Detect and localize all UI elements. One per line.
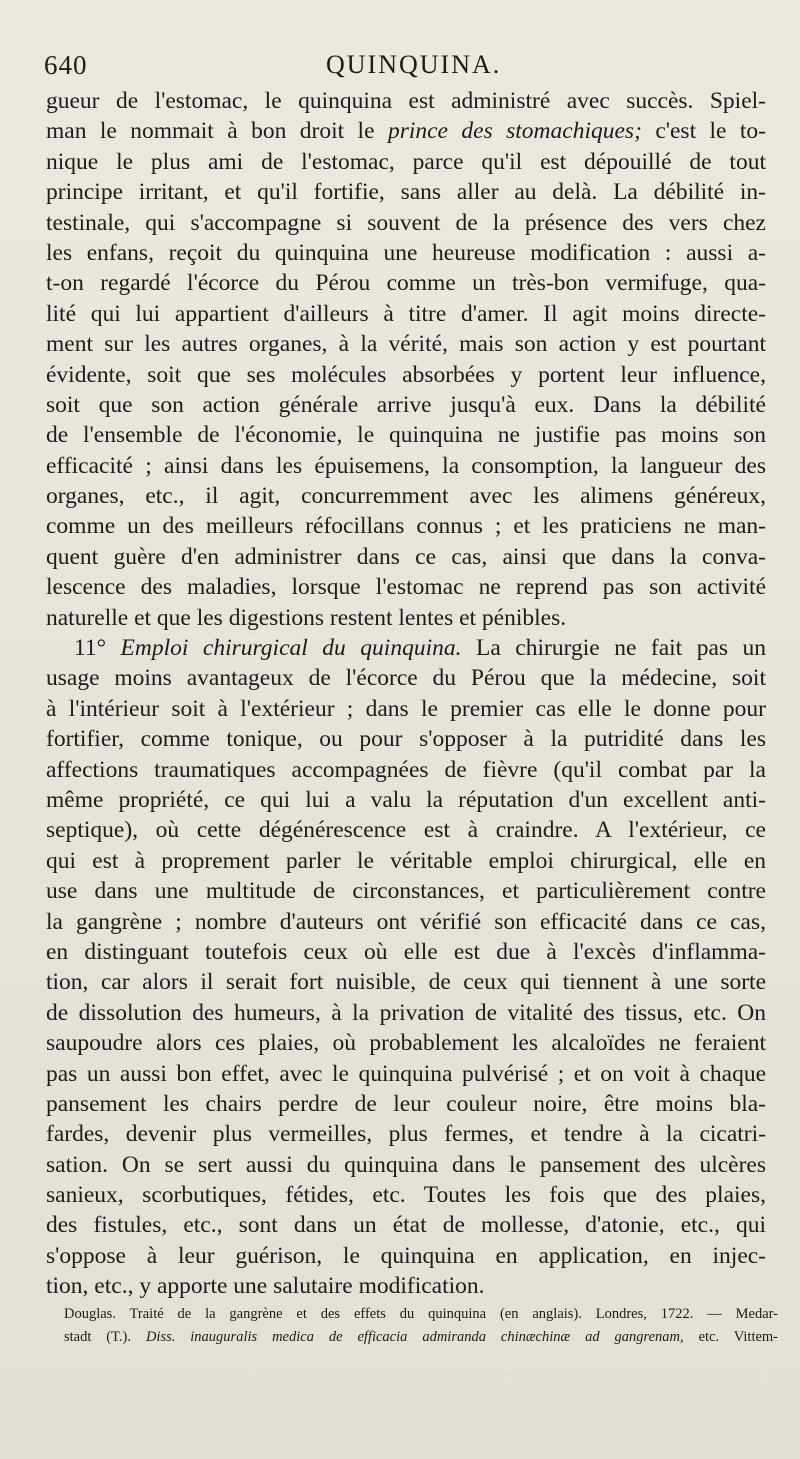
text-line: sation. On se sert aussi du quinquina dans le pansement des ulcères [46,1151,766,1178]
section-title: Emploi chirurgical du quinquina. [120,635,462,662]
text-line: efficacité ; ainsi dans les épuisemens, la consomption, la langueur des [46,452,766,479]
text-line: affections traumatiques accompagnées de fièvre (qu'il combat par la [46,756,766,783]
text-line: la gangrène ; nombre d'auteurs ont vérifié son efficacité dans ce cas, [46,908,766,935]
section-number: 11° [74,635,107,662]
footnote-author: stadt (T.). [64,1329,131,1345]
text-line: nique le plus ami de l'estomac, parce qu'il est dépouillé de tout [46,148,766,175]
text-line: même propriété, ce qui lui a valu la réputation d'un excellent anti- [46,786,766,813]
bibliography-footnote [64,1303,778,1349]
text-line: tion, etc., y apporte une salutaire modification. [46,1273,485,1300]
text-line: comme un des meilleurs réfocillans connus ; et les praticiens ne man- [46,513,766,540]
text-line: tion, car alors il serait fort nuisible, de ceux qui tiennent à une sorte [46,969,766,996]
text-line: septique), où cette dégénérescence est à craindre. A l'extérieur, ce [46,817,766,844]
footnote-line [64,1326,778,1349]
text-line: en distinguant toutefois ceux où elle est due à l'excès d'inflamma- [46,938,766,965]
text-line: soit que son action générale arrive jusqu'à eux. Dans la débilité [46,391,766,418]
page-header [44,50,784,84]
text-line: organes, etc., il agit, concurremment avec les alimens généreux, [46,483,766,510]
footnote-end: etc. Vittem- [698,1329,779,1345]
text-line: use dans une multitude de circonstances, et particulièrement contre [46,878,766,905]
text-line: testinale, qui s'accompagne si souvent de la présence des vers chez [46,209,766,236]
text-line: des fistules, etc., sont dans un état de mollesse, d'atonie, etc., qui [46,1212,766,1239]
text-fragment: c'est le to- [655,118,767,145]
italic-phrase: prince des stomachiques; [387,118,642,145]
footnote-line: Douglas. Traité de la gangrène et des effets du quinquina (en anglais). Londres, 1722. — Medar- [64,1306,778,1322]
text-line: les enfans, reçoit du quinquina une heureuse modification : aussi a- [46,239,766,266]
running-title: QUINQUINA. [326,50,502,79]
text-line: usage moins avantageux de l'écorce du Pérou que la médecine, soit [46,665,766,692]
text-line: qui est à proprement parler le véritable emploi chirurgical, elle en [46,847,766,874]
text-line: lescence des maladies, lorsque l'estomac ne reprend pas son activité [46,574,766,601]
text-line: naturelle et que les digestions restent lentes et pénibles. [46,604,567,631]
text-line: sanieux, scorbutiques, fétides, etc. Toutes les fois que des plaies, [46,1182,766,1209]
text-line: lité qui lui appartient d'ailleurs à titre d'amer. Il agit moins directe- [46,300,766,327]
text-line: saupoudre alors ces plaies, où probablement les alcaloïdes ne feraient [46,1030,766,1057]
text-line: pas un aussi bon effet, avec le quinquina pulvérisé ; et on voit à chaque [46,1060,766,1087]
text-line: pansement les chairs perdre de leur couleur noire, être moins bla- [46,1090,766,1117]
text-fragment: La chirurgie ne fait pas un [476,635,767,662]
text-line: évidente, soit que ses molécules absorbées y portent leur influence, [46,361,766,388]
text-line: de l'ensemble de l'économie, le quinquina ne justifie pas moins son [46,422,766,449]
text-line: gueur de l'estomac, le quinquina est administré avec succès. Spiel- [46,88,766,114]
page-number: 640 [44,50,88,80]
text-line: à l'intérieur soit à l'extérieur ; dans le premier cas elle le donne pour [46,695,766,722]
text-line: fortifier, comme tonique, ou pour s'opposer à la putridité dans les [46,726,766,753]
body-text [46,86,766,1302]
text-line: principe irritant, et qu'il fortifie, sans aller au delà. La débilité in- [46,179,766,206]
text-line: quent guère d'en administrer dans ce cas, ainsi que dans la conva- [46,543,766,570]
text-line: fardes, devenir plus vermeilles, plus fermes, et tendre à la cicatri- [46,1121,766,1148]
text-fragment: man le nommait à bon droit le [46,118,375,145]
text-line [46,116,766,146]
text-line: s'oppose à leur guérison, le quinquina en application, en injec- [46,1242,766,1269]
footnote-title: Diss. inauguralis medica de efficacia admiranda chinæchinæ ad gangrenam, [145,1329,684,1345]
section-heading-line [46,633,766,663]
text-line: ment sur les autres organes, à la vérité, mais son action y est pourtant [46,331,766,358]
text-line: t-on regardé l'écorce du Pérou comme un très-bon vermifuge, qua- [46,270,766,297]
text-line: de dissolution des humeurs, à la privation de vitalité des tissus, etc. On [46,999,766,1026]
